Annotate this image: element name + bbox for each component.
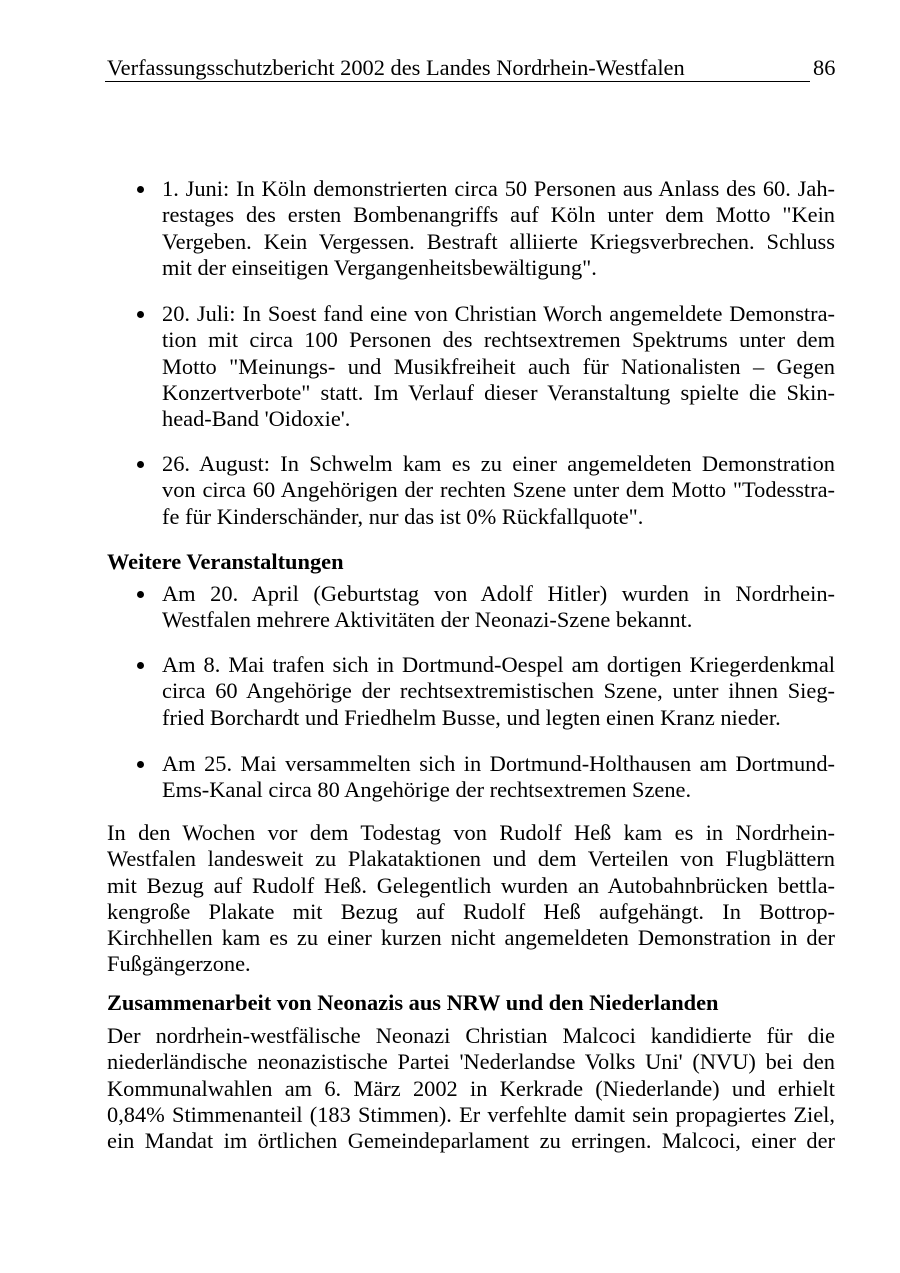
bullet-icon (137, 591, 144, 598)
body-paragraph (107, 820, 835, 978)
bullet-icon (137, 662, 144, 669)
text-line: 20. Juli: In Soest fand eine von Christian Worch angemeldete Demonstra- (162, 301, 835, 326)
text-line: In den Wochen vor dem Todestag von Rudolf Heß kam es in Nordrhein- (107, 820, 835, 845)
page-number: 86 (813, 55, 836, 80)
text-line: circa 60 Angehörige der rechtsextremistischen Szene, unter ihnen Sieg- (162, 678, 835, 704)
text-line: Der nordrhein-westfälische Neonazi Christian Malcoci kandidierte für die (107, 1023, 835, 1048)
bullet-icon (137, 761, 144, 768)
text-line: Am 8. Mai trafen sich in Dortmund-Oespel am dortigen Kriegerdenkmal (162, 652, 835, 677)
bullet-item (162, 652, 835, 731)
body-paragraph (107, 1023, 835, 1154)
text-line: 1. Juni: In Köln demonstrierten circa 50 Personen aus Anlass des 60. Jah- (162, 176, 835, 201)
text-line: Am 20. April (Geburtstag von Adolf Hitler) wurden in Nordrhein- (162, 581, 835, 606)
text-line: mit der einseitigen Vergangenheitsbewältigung". (162, 254, 597, 280)
section-heading: Zusammenarbeit von Neonazis aus NRW und den Niederlanden (107, 990, 719, 1015)
text-line: restages des ersten Bombenangriffs auf Köln unter dem Motto "Kein (162, 202, 835, 228)
bullet-item (162, 751, 835, 804)
bullet-icon (137, 311, 144, 318)
text-line: niederländische neonazistische Partei 'Nederlandse Volks Uni' (NVU) bei den (107, 1049, 835, 1075)
text-line: Westfalen mehrere Aktivitäten der Neonazi-Szene bekannt. (162, 607, 693, 633)
text-line: Am 25. Mai versammelten sich in Dortmund-Holthausen am Dortmund- (162, 751, 835, 776)
text-line: fe für Kinderschänder, nur das ist 0% Rückfallquote". (162, 503, 644, 529)
text-line: mit Bezug auf Rudolf Heß. Gelegentlich wurden an Autobahnbrücken bettla- (107, 872, 835, 898)
text-line: tion mit circa 100 Personen des rechtsextremen Spektrums unter dem (162, 327, 835, 353)
bullet-item (162, 581, 835, 634)
text-line: fried Borchardt und Friedhelm Busse, und legten einen Kranz nieder. (162, 704, 781, 730)
bullet-item (162, 451, 835, 530)
text-line: Vergeben. Kein Vergessen. Bestraft alliierte Kriegsverbrechen. Schluss (162, 228, 835, 254)
text-line: Kommunalwahlen am 6. März 2002 in Kerkrade (Niederlande) und erhielt (107, 1075, 835, 1101)
text-line: ein Mandat im örtlichen Gemeindeparlament zu erringen. Malcoci, einer der (107, 1128, 835, 1154)
text-line: head-Band 'Oidoxie'. (162, 406, 351, 432)
text-line: Motto "Meinungs- und Musikfreiheit auch für Nationalisten – Gegen (162, 353, 835, 379)
text-line: Konzertverbote" statt. Im Verlauf dieser Veranstaltung spielte die Skin- (162, 379, 835, 405)
text-line: Fußgängerzone. (107, 951, 251, 977)
bullet-item (162, 176, 835, 281)
text-line: Kirchhellen kam es zu einer kurzen nicht angemeldeten Demonstration in der (107, 925, 835, 951)
text-line: Ems-Kanal circa 80 Angehörige der rechtsextremen Szene. (162, 777, 692, 803)
text-line: kengroße Plakate mit Bezug auf Rudolf Heß aufgehängt. In Bottrop- (107, 898, 835, 924)
bullet-icon (137, 186, 144, 193)
section-heading: Weitere Veranstaltungen (107, 549, 344, 574)
running-header-title: Verfassungsschutzbericht 2002 des Landes Nordrhein-Westfalen (107, 55, 685, 80)
text-line: Westfalen landesweit zu Plakataktionen und dem Verteilen von Flugblättern (107, 846, 835, 872)
text-line: 26. August: In Schwelm kam es zu einer angemeldeten Demonstration (162, 451, 835, 476)
header-rule (105, 81, 810, 82)
text-line: von circa 60 Angehörigen der rechten Szene unter dem Motto "Todesstra- (162, 477, 835, 503)
bullet-item (162, 301, 835, 432)
text-line: 0,84% Stimmenanteil (183 Stimmen). Er verfehlte damit sein propagiertes Ziel, (107, 1101, 835, 1127)
bullet-icon (137, 461, 144, 468)
